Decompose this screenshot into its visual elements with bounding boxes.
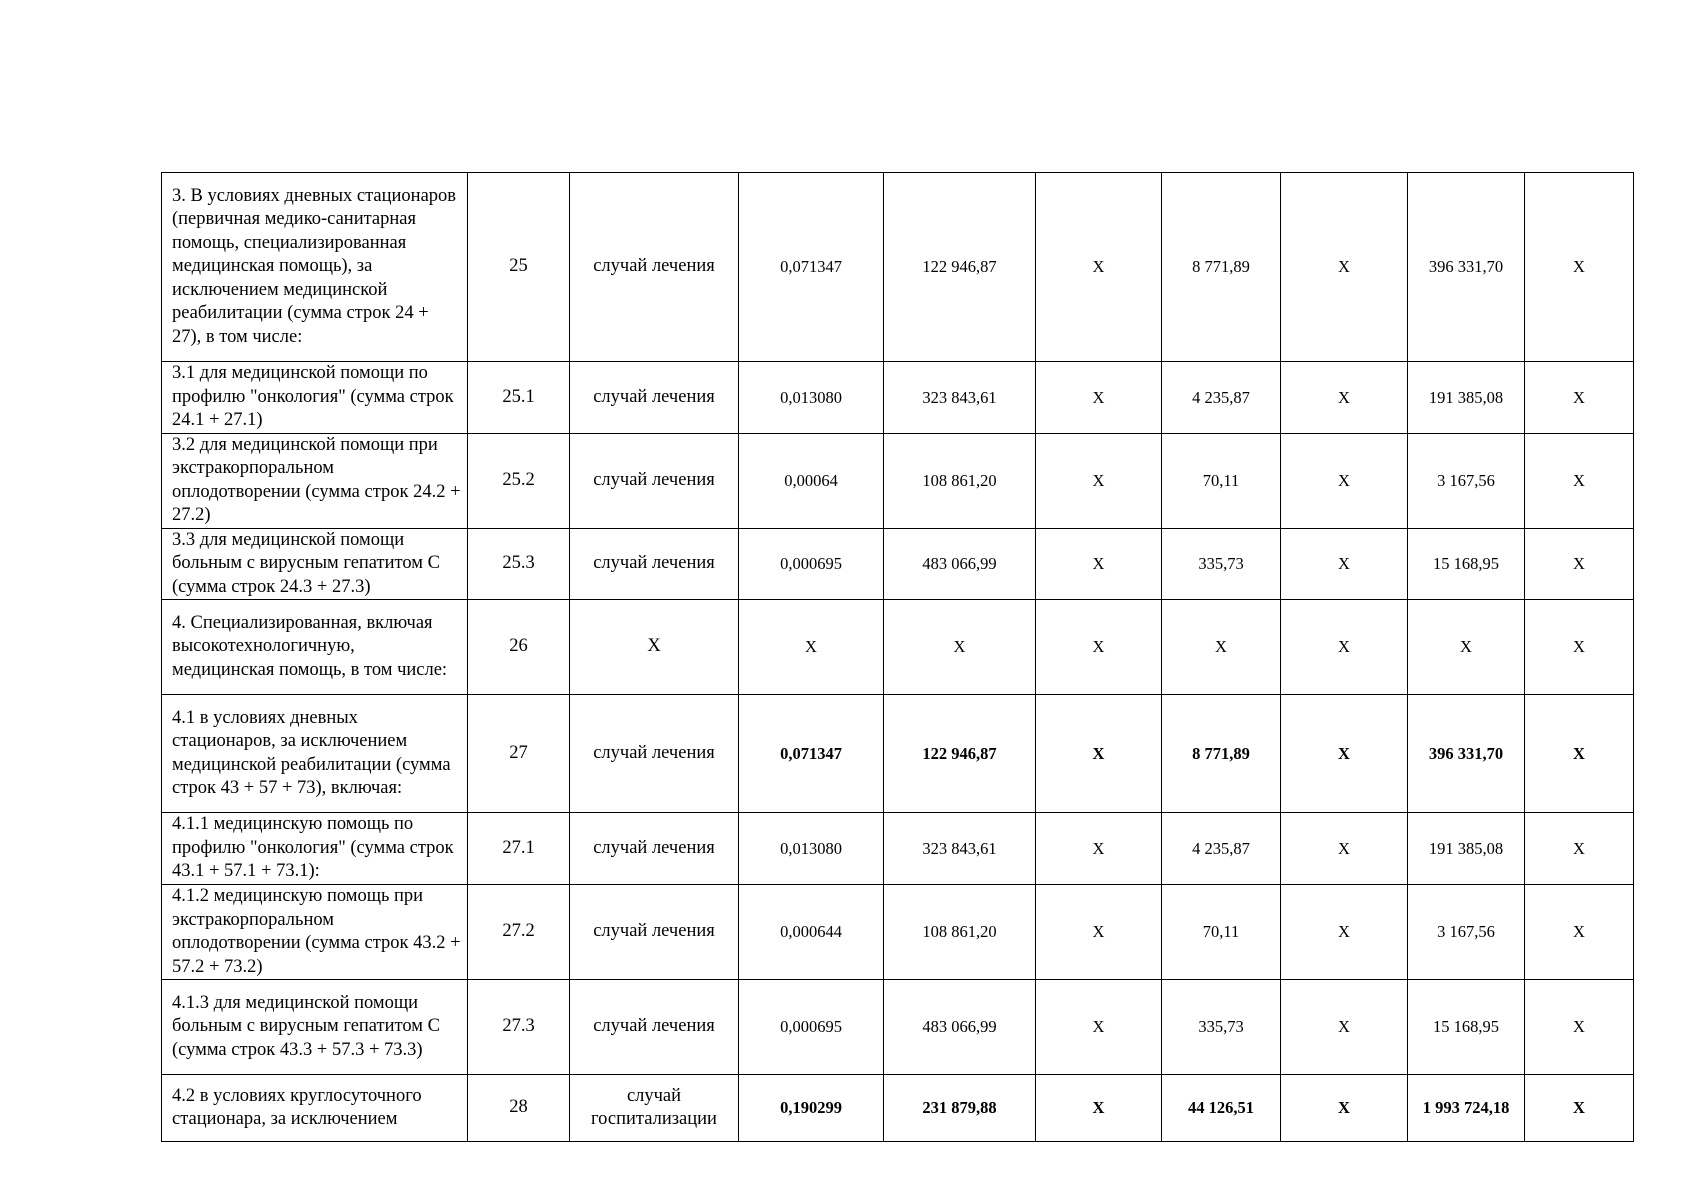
value-cell: 0,071347 (739, 173, 884, 362)
value-cell: X (1408, 600, 1525, 695)
row-code-cell: 26 (468, 600, 570, 695)
row-code-cell: 25.3 (468, 528, 570, 600)
row-code-cell: 25 (468, 173, 570, 362)
value-cell: X (1036, 813, 1162, 885)
row-code-cell: 25.2 (468, 433, 570, 528)
value-cell: X (1281, 813, 1408, 885)
table-body (162, 173, 1634, 1142)
unit-cell: случай лечения (570, 433, 739, 528)
value-cell: 122 946,87 (884, 173, 1036, 362)
value-cell: X (1281, 362, 1408, 434)
unit-cell: случай лечения (570, 813, 739, 885)
value-cell: 15 168,95 (1408, 528, 1525, 600)
unit-cell: случай лечения (570, 362, 739, 434)
value-cell: X (1162, 600, 1281, 695)
row-code-cell: 27.3 (468, 980, 570, 1075)
row-name-cell: 4.1.3 для медицинской помощи больным с вирусным гепатитом С (сумма строк 43.3 + 57.3 + 73.3) (162, 980, 468, 1075)
value-cell: 0,000644 (739, 885, 884, 980)
table-row (162, 173, 1634, 362)
value-cell: X (1036, 600, 1162, 695)
value-cell: 396 331,70 (1408, 695, 1525, 813)
value-cell: 0,000695 (739, 528, 884, 600)
value-cell: 335,73 (1162, 980, 1281, 1075)
value-cell: X (1036, 173, 1162, 362)
value-cell: 483 066,99 (884, 980, 1036, 1075)
value-cell: 70,11 (1162, 433, 1281, 528)
value-cell: X (1525, 813, 1634, 885)
row-name-cell: 3.1 для медицинской помощи по профилю "онкология" (сумма строк 24.1 + 27.1) (162, 362, 468, 434)
table-row (162, 600, 1634, 695)
table-row (162, 980, 1634, 1075)
value-cell: X (1281, 173, 1408, 362)
value-cell: X (1036, 362, 1162, 434)
value-cell: 44 126,51 (1162, 1075, 1281, 1142)
row-name-cell: 3. В условиях дневных стационаров (первичная медико-санитарная помощь, специализированная медицинская помощь), за исключением медицинской реабилитации (сумма строк 24 + 27), в том числе: (162, 173, 468, 362)
row-name-cell: 4.1.2 медицинскую помощь при экстракорпоральном оплодотворении (сумма строк 43.2 + 57.2 + 73.2) (162, 885, 468, 980)
row-code-cell: 27.2 (468, 885, 570, 980)
value-cell: 122 946,87 (884, 695, 1036, 813)
table-row (162, 813, 1634, 885)
value-cell: 3 167,56 (1408, 885, 1525, 980)
value-cell: 15 168,95 (1408, 980, 1525, 1075)
unit-cell: случай лечения (570, 173, 739, 362)
table-row (162, 695, 1634, 813)
value-cell: X (1281, 980, 1408, 1075)
value-cell: X (1281, 1075, 1408, 1142)
table-row (162, 1075, 1634, 1142)
value-cell: 108 861,20 (884, 885, 1036, 980)
value-cell: 483 066,99 (884, 528, 1036, 600)
value-cell: 108 861,20 (884, 433, 1036, 528)
table-row (162, 362, 1634, 434)
unit-cell: X (570, 600, 739, 695)
value-cell: 323 843,61 (884, 362, 1036, 434)
value-cell: X (1281, 528, 1408, 600)
value-cell: X (1525, 362, 1634, 434)
value-cell: 4 235,87 (1162, 813, 1281, 885)
value-cell: X (1036, 980, 1162, 1075)
unit-cell: случай госпитализации (570, 1075, 739, 1142)
value-cell: 4 235,87 (1162, 362, 1281, 434)
table-row (162, 433, 1634, 528)
table-row (162, 528, 1634, 600)
table-row (162, 885, 1634, 980)
row-name-cell: 4.1 в условиях дневных стационаров, за исключением медицинской реабилитации (сумма строк 43 + 57 + 73), включая: (162, 695, 468, 813)
data-table (161, 172, 1634, 1142)
row-name-cell: 4.1.1 медицинскую помощь по профилю "онкология" (сумма строк 43.1 + 57.1 + 73.1): (162, 813, 468, 885)
value-cell: X (1281, 885, 1408, 980)
row-name-cell: 4.2 в условиях круглосуточного стационара, за исключением (162, 1075, 468, 1142)
value-cell: X (1525, 1075, 1634, 1142)
value-cell: 0,00064 (739, 433, 884, 528)
value-cell: 0,071347 (739, 695, 884, 813)
value-cell: 335,73 (1162, 528, 1281, 600)
row-code-cell: 25.1 (468, 362, 570, 434)
value-cell: 8 771,89 (1162, 173, 1281, 362)
value-cell: 191 385,08 (1408, 813, 1525, 885)
unit-cell: случай лечения (570, 980, 739, 1075)
value-cell: X (1525, 528, 1634, 600)
value-cell: X (1281, 600, 1408, 695)
row-code-cell: 28 (468, 1075, 570, 1142)
value-cell: X (1525, 173, 1634, 362)
row-name-cell: 3.3 для медицинской помощи больным с вирусным гепатитом С (сумма строк 24.3 + 27.3) (162, 528, 468, 600)
value-cell: X (1036, 695, 1162, 813)
value-cell: X (1525, 885, 1634, 980)
value-cell: X (1525, 600, 1634, 695)
value-cell: X (1036, 1075, 1162, 1142)
row-code-cell: 27 (468, 695, 570, 813)
value-cell: 0,013080 (739, 813, 884, 885)
value-cell: 0,013080 (739, 362, 884, 434)
unit-cell: случай лечения (570, 528, 739, 600)
value-cell: X (1036, 433, 1162, 528)
value-cell: X (739, 600, 884, 695)
value-cell: X (1525, 980, 1634, 1075)
value-cell: 0,190299 (739, 1075, 884, 1142)
value-cell: X (1036, 885, 1162, 980)
value-cell: 231 879,88 (884, 1075, 1036, 1142)
value-cell: 3 167,56 (1408, 433, 1525, 528)
value-cell: 0,000695 (739, 980, 884, 1075)
unit-cell: случай лечения (570, 885, 739, 980)
value-cell: X (1281, 695, 1408, 813)
value-cell: 191 385,08 (1408, 362, 1525, 434)
value-cell: 396 331,70 (1408, 173, 1525, 362)
value-cell: 70,11 (1162, 885, 1281, 980)
row-code-cell: 27.1 (468, 813, 570, 885)
value-cell: 323 843,61 (884, 813, 1036, 885)
value-cell: X (884, 600, 1036, 695)
row-name-cell: 3.2 для медицинской помощи при экстракорпоральном оплодотворении (сумма строк 24.2 + 27.2) (162, 433, 468, 528)
value-cell: 8 771,89 (1162, 695, 1281, 813)
value-cell: 1 993 724,18 (1408, 1075, 1525, 1142)
value-cell: X (1525, 695, 1634, 813)
unit-cell: случай лечения (570, 695, 739, 813)
value-cell: X (1525, 433, 1634, 528)
value-cell: X (1281, 433, 1408, 528)
row-name-cell: 4. Специализированная, включая высокотехнологичную, медицинская помощь, в том числе: (162, 600, 468, 695)
value-cell: X (1036, 528, 1162, 600)
